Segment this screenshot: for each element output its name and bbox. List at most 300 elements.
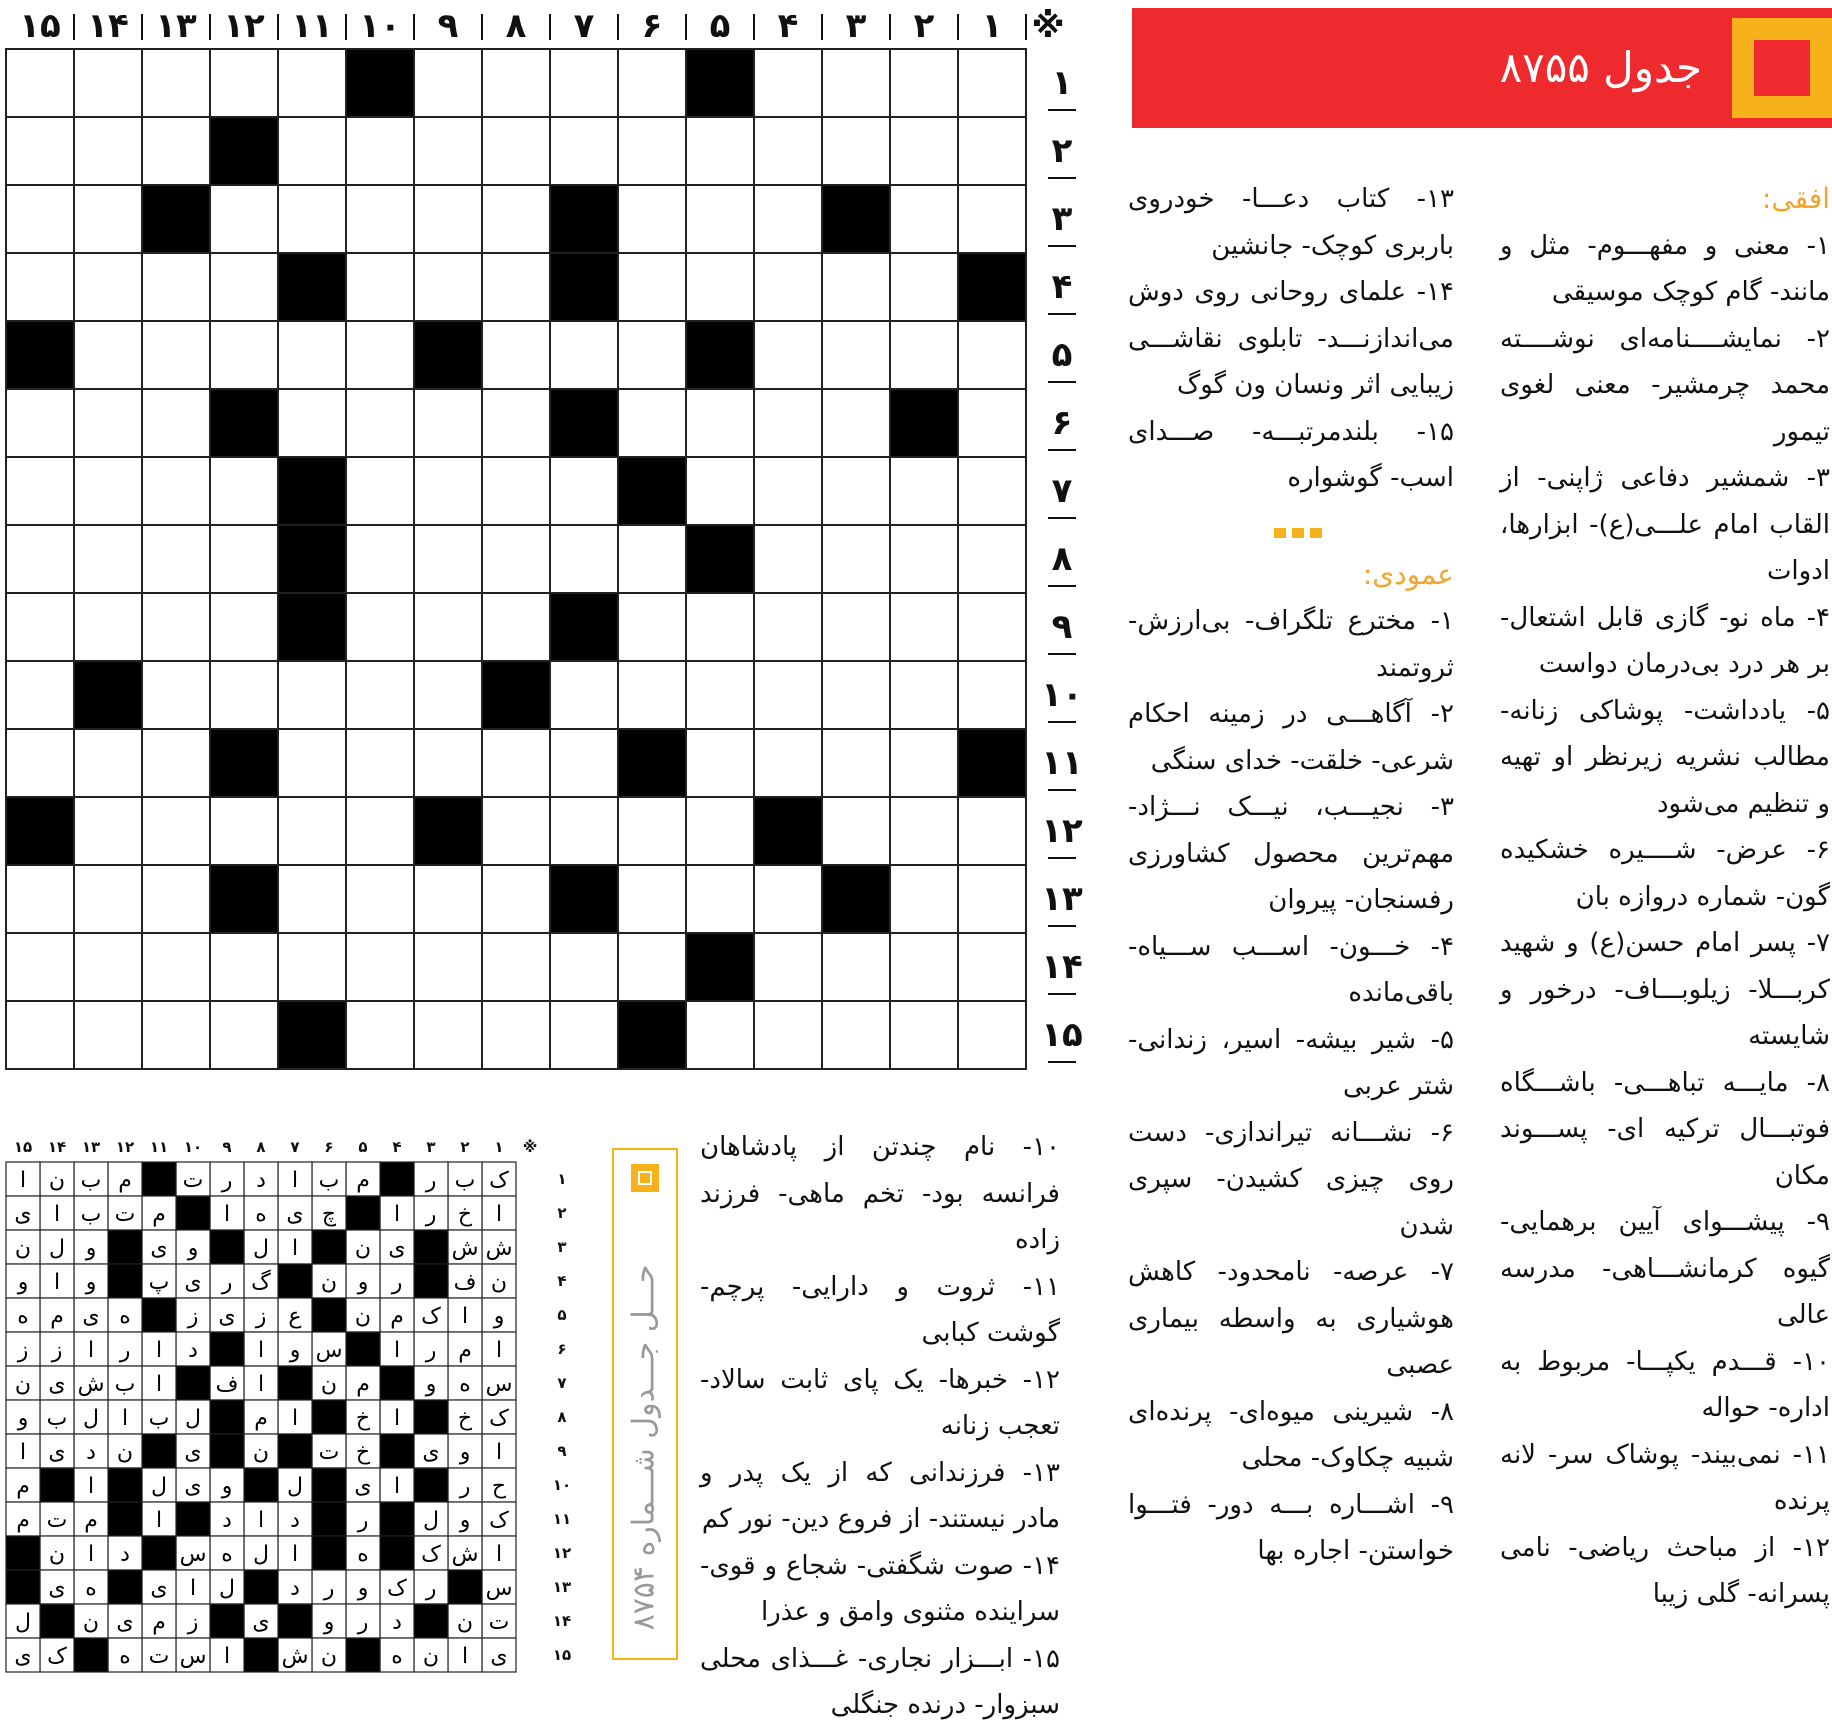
grid-cell[interactable] bbox=[958, 389, 1026, 457]
grid-cell[interactable] bbox=[346, 253, 414, 321]
grid-cell[interactable] bbox=[142, 525, 210, 593]
grid-cell[interactable] bbox=[958, 321, 1026, 389]
clue: ۱۰- نام چندتن از پادشاهان فرانسه بود- تخم ماهی- فرزند زاده bbox=[700, 1132, 1060, 1255]
column-number: ۱۵ bbox=[19, 6, 61, 46]
solution-black-cell bbox=[346, 1638, 380, 1672]
grid-cell[interactable] bbox=[210, 253, 278, 321]
clue: ۱۳- کتاب دعـــا- خودروی باربری کوچک- جانشین bbox=[1128, 184, 1454, 261]
grid-cell[interactable] bbox=[414, 389, 482, 457]
solution-letter: ی bbox=[48, 1440, 66, 1465]
grid-cell[interactable] bbox=[74, 457, 142, 525]
grid-cell[interactable] bbox=[74, 525, 142, 593]
solution-letter: ر bbox=[425, 1576, 437, 1601]
grid-cell[interactable] bbox=[74, 389, 142, 457]
grid-cell[interactable] bbox=[210, 1001, 278, 1069]
solution-letter: ر bbox=[221, 1168, 233, 1193]
solution-letter: ا bbox=[495, 1338, 503, 1363]
row-number: ۱ bbox=[1051, 63, 1073, 103]
black-cell bbox=[278, 253, 346, 321]
grid-cell[interactable] bbox=[618, 117, 686, 185]
grid-cell[interactable] bbox=[482, 49, 550, 117]
solution-letter: ل bbox=[423, 1508, 439, 1533]
solution-letter: و bbox=[425, 1372, 437, 1397]
grid-cell[interactable] bbox=[550, 729, 618, 797]
grid-cell[interactable] bbox=[482, 525, 550, 593]
grid-cell[interactable] bbox=[142, 661, 210, 729]
solution-letter: س bbox=[485, 1576, 513, 1601]
grid-cell[interactable] bbox=[550, 457, 618, 525]
solution-letter: ا bbox=[53, 1202, 61, 1227]
grid-cell[interactable] bbox=[890, 253, 958, 321]
solution-black-cell bbox=[312, 1502, 346, 1536]
grid-cell[interactable] bbox=[142, 117, 210, 185]
grid-cell[interactable] bbox=[74, 49, 142, 117]
solution-letter: ا bbox=[257, 1508, 265, 1533]
column-separator bbox=[617, 14, 619, 40]
grid-cell[interactable] bbox=[142, 933, 210, 1001]
solution-row-number: ۱۲ bbox=[552, 1544, 572, 1562]
black-cell bbox=[686, 933, 754, 1001]
grid-cell[interactable] bbox=[346, 321, 414, 389]
grid-cell[interactable] bbox=[958, 1001, 1026, 1069]
grid-cell[interactable] bbox=[618, 253, 686, 321]
grid-cell[interactable] bbox=[958, 49, 1026, 117]
grid-cell[interactable] bbox=[754, 321, 822, 389]
grid-cell[interactable] bbox=[890, 457, 958, 525]
black-cell bbox=[822, 865, 890, 933]
grid-cell[interactable] bbox=[414, 729, 482, 797]
grid-cell[interactable] bbox=[6, 1001, 74, 1069]
grid-cell[interactable] bbox=[958, 117, 1026, 185]
grid-cell[interactable] bbox=[822, 457, 890, 525]
grid-cell[interactable] bbox=[74, 117, 142, 185]
grid-cell[interactable] bbox=[210, 525, 278, 593]
grid-cell[interactable] bbox=[754, 729, 822, 797]
grid-cell[interactable] bbox=[142, 49, 210, 117]
grid-cell[interactable] bbox=[822, 593, 890, 661]
column-separator bbox=[821, 14, 823, 40]
grid-cell[interactable] bbox=[278, 797, 346, 865]
grid-cell[interactable] bbox=[890, 525, 958, 593]
solution-letter: ی bbox=[150, 1236, 168, 1261]
column-separator bbox=[345, 14, 347, 40]
solution-row-number: ۱۴ bbox=[552, 1612, 572, 1630]
grid-cell[interactable] bbox=[618, 185, 686, 253]
grid-cell[interactable] bbox=[822, 389, 890, 457]
grid-cell[interactable] bbox=[142, 593, 210, 661]
solution-letter: ت bbox=[318, 1440, 340, 1465]
grid-cell[interactable] bbox=[6, 253, 74, 321]
solution-row-number: ۸ bbox=[557, 1408, 567, 1426]
black-cell bbox=[618, 729, 686, 797]
grid-cell[interactable] bbox=[754, 389, 822, 457]
grid-cell[interactable] bbox=[618, 321, 686, 389]
grid-cell[interactable] bbox=[550, 797, 618, 865]
grid-cell[interactable] bbox=[958, 185, 1026, 253]
grid-cell[interactable] bbox=[74, 185, 142, 253]
grid-cell[interactable] bbox=[414, 933, 482, 1001]
grid-cell[interactable] bbox=[754, 185, 822, 253]
grid-cell[interactable] bbox=[482, 933, 550, 1001]
grid-cell[interactable] bbox=[414, 865, 482, 933]
grid-cell[interactable] bbox=[414, 457, 482, 525]
column-number: ۱۱ bbox=[291, 6, 333, 46]
grid-cell[interactable] bbox=[210, 185, 278, 253]
grid-cell[interactable] bbox=[278, 389, 346, 457]
grid-cell[interactable] bbox=[958, 457, 1026, 525]
grid-cell[interactable] bbox=[414, 117, 482, 185]
solution-letter: ا bbox=[495, 1542, 503, 1567]
column-separator bbox=[1025, 14, 1027, 40]
grid-cell[interactable] bbox=[414, 661, 482, 729]
grid-cell[interactable] bbox=[414, 525, 482, 593]
solution-letter: ه bbox=[85, 1576, 97, 1601]
grid-cell[interactable] bbox=[482, 253, 550, 321]
grid-cell[interactable] bbox=[74, 321, 142, 389]
grid-cell[interactable] bbox=[754, 253, 822, 321]
grid-cell[interactable] bbox=[6, 457, 74, 525]
grid-cell[interactable] bbox=[822, 661, 890, 729]
grid-cell[interactable] bbox=[482, 797, 550, 865]
clue: ۵- شیر بیشه- اسیر، زندانی- شتر عربی bbox=[1128, 1024, 1454, 1101]
grid-cell[interactable] bbox=[74, 1001, 142, 1069]
grid-cell[interactable] bbox=[278, 661, 346, 729]
grid-cell[interactable] bbox=[550, 321, 618, 389]
solution-letter: ا bbox=[19, 1168, 27, 1193]
solution-letter: ی bbox=[150, 1576, 168, 1601]
solution-letter: ل bbox=[83, 1406, 99, 1431]
grid-cell[interactable] bbox=[686, 797, 754, 865]
grid-cell[interactable] bbox=[686, 865, 754, 933]
grid-cell[interactable] bbox=[618, 49, 686, 117]
solution-row-number: ۵ bbox=[557, 1306, 567, 1324]
grid-cell[interactable] bbox=[890, 661, 958, 729]
grid-cell[interactable] bbox=[414, 593, 482, 661]
grid-cell[interactable] bbox=[890, 321, 958, 389]
grid-cell[interactable] bbox=[754, 49, 822, 117]
grid-cell[interactable] bbox=[278, 933, 346, 1001]
solution-black-cell bbox=[380, 1502, 414, 1536]
grid-cell[interactable] bbox=[142, 321, 210, 389]
solution-letter: ن bbox=[14, 1372, 32, 1397]
solution-column-number: ۴ bbox=[392, 1138, 402, 1156]
grid-cell[interactable] bbox=[6, 933, 74, 1001]
grid-cell[interactable] bbox=[210, 49, 278, 117]
grid-cell[interactable] bbox=[550, 933, 618, 1001]
solution-column-number: ۲ bbox=[460, 1138, 470, 1156]
grid-cell[interactable] bbox=[6, 729, 74, 797]
grid-cell[interactable] bbox=[890, 1001, 958, 1069]
black-cell bbox=[278, 1001, 346, 1069]
grid-cell[interactable] bbox=[686, 117, 754, 185]
solution-letter: د bbox=[120, 1542, 130, 1567]
grid-cell[interactable] bbox=[346, 117, 414, 185]
grid-cell[interactable] bbox=[482, 117, 550, 185]
solution-black-cell bbox=[210, 1400, 244, 1434]
clue: ۴- خـــون- اســـب ســـیاه- باقی‌مانده bbox=[1128, 931, 1454, 1008]
grid-cell[interactable] bbox=[414, 253, 482, 321]
vertical-title: عمودی: bbox=[1362, 557, 1454, 591]
grid-cell[interactable] bbox=[346, 593, 414, 661]
black-cell bbox=[686, 321, 754, 389]
grid-cell[interactable] bbox=[754, 661, 822, 729]
solution-letter: ش bbox=[451, 1542, 479, 1567]
solution-letter: ر bbox=[459, 1474, 471, 1499]
grid-cell[interactable] bbox=[346, 525, 414, 593]
grid-cell[interactable] bbox=[210, 457, 278, 525]
grid-cell[interactable] bbox=[686, 185, 754, 253]
grid-cell[interactable] bbox=[278, 729, 346, 797]
column-number: ۱۴ bbox=[87, 6, 129, 46]
solution-letter: ز bbox=[255, 1304, 267, 1329]
solution-letter: ز bbox=[17, 1338, 29, 1363]
solution-column-number: ۱۱ bbox=[149, 1138, 169, 1156]
grid-cell[interactable] bbox=[550, 49, 618, 117]
row-number: ۱۴ bbox=[1041, 947, 1083, 987]
row-number: ۱۵ bbox=[1041, 1015, 1083, 1055]
row-number: ۲ bbox=[1051, 131, 1073, 171]
grid-cell[interactable] bbox=[890, 933, 958, 1001]
grid-cell[interactable] bbox=[142, 1001, 210, 1069]
grid-cell[interactable] bbox=[346, 457, 414, 525]
grid-cell[interactable] bbox=[958, 593, 1026, 661]
grid-cell[interactable] bbox=[618, 797, 686, 865]
grid-cell[interactable] bbox=[482, 389, 550, 457]
grid-cell[interactable] bbox=[618, 865, 686, 933]
grid-cell[interactable] bbox=[482, 865, 550, 933]
solution-letter: ش bbox=[485, 1236, 513, 1261]
grid-cell[interactable] bbox=[6, 593, 74, 661]
grid-cell[interactable] bbox=[754, 933, 822, 1001]
grid-cell[interactable] bbox=[142, 389, 210, 457]
black-cell bbox=[74, 661, 142, 729]
grid-cell[interactable] bbox=[754, 117, 822, 185]
grid-cell[interactable] bbox=[142, 729, 210, 797]
solution-letter: ک bbox=[489, 1406, 509, 1431]
solution-row-number: ۱۵ bbox=[552, 1646, 572, 1664]
grid-cell[interactable] bbox=[346, 865, 414, 933]
grid-cell[interactable] bbox=[822, 729, 890, 797]
grid-cell[interactable] bbox=[74, 253, 142, 321]
solution-letter: ب bbox=[148, 1406, 170, 1431]
grid-cell[interactable] bbox=[550, 661, 618, 729]
grid-cell[interactable] bbox=[278, 185, 346, 253]
grid-cell[interactable] bbox=[890, 797, 958, 865]
vertical-clues-continued bbox=[700, 1124, 1060, 1729]
grid-cell[interactable] bbox=[482, 729, 550, 797]
grid-cell[interactable] bbox=[822, 321, 890, 389]
clue: ۱۵- بلندمرتبـــه- صـــدای اسب- گوشواره bbox=[1128, 416, 1454, 493]
grid-cell[interactable] bbox=[890, 185, 958, 253]
solution-letter: خ bbox=[355, 1440, 371, 1465]
solution-column-number: ۱۳ bbox=[81, 1138, 101, 1156]
grid-cell[interactable] bbox=[6, 865, 74, 933]
grid-cell[interactable] bbox=[74, 865, 142, 933]
grid-cell[interactable] bbox=[958, 933, 1026, 1001]
grid-cell[interactable] bbox=[482, 593, 550, 661]
grid-cell[interactable] bbox=[686, 253, 754, 321]
grid-cell[interactable] bbox=[822, 49, 890, 117]
grid-cell[interactable] bbox=[346, 797, 414, 865]
grid-cell[interactable] bbox=[278, 49, 346, 117]
grid-cell[interactable] bbox=[6, 185, 74, 253]
solution-letter: ک bbox=[421, 1542, 441, 1567]
solution-letter: ب bbox=[318, 1168, 340, 1193]
grid-cell[interactable] bbox=[6, 117, 74, 185]
grid-cell[interactable] bbox=[958, 797, 1026, 865]
solution-letter: م bbox=[16, 1508, 30, 1533]
grid-cell[interactable] bbox=[6, 661, 74, 729]
column-separator bbox=[481, 14, 483, 40]
grid-cell[interactable] bbox=[142, 797, 210, 865]
grid-cell[interactable] bbox=[74, 797, 142, 865]
solution-letter: ی bbox=[490, 1644, 508, 1669]
grid-cell[interactable] bbox=[754, 865, 822, 933]
grid-cell[interactable] bbox=[686, 661, 754, 729]
black-cell bbox=[210, 117, 278, 185]
clue: ۹- اشـــاره بـــه دور- فتـــوا خواستن- اجاره بها bbox=[1128, 1489, 1454, 1566]
grid-cell[interactable] bbox=[890, 729, 958, 797]
column-number: ۳ bbox=[845, 6, 867, 46]
grid-cell[interactable] bbox=[822, 525, 890, 593]
grid-cell[interactable] bbox=[822, 117, 890, 185]
grid-cell[interactable] bbox=[686, 729, 754, 797]
solution-letter: ه bbox=[221, 1542, 233, 1567]
grid-cell[interactable] bbox=[822, 253, 890, 321]
grid-cell[interactable] bbox=[550, 117, 618, 185]
grid-cell[interactable] bbox=[346, 933, 414, 1001]
solution-letter: ی bbox=[422, 1440, 440, 1465]
grid-cell[interactable] bbox=[6, 525, 74, 593]
grid-cell[interactable] bbox=[278, 117, 346, 185]
solution-black-cell bbox=[210, 1230, 244, 1264]
grid-cell[interactable] bbox=[550, 525, 618, 593]
solution-letter: د bbox=[256, 1168, 266, 1193]
grid-cell[interactable] bbox=[822, 933, 890, 1001]
row-separator bbox=[1048, 721, 1076, 723]
solution-letter: ل bbox=[253, 1236, 269, 1261]
grid-cell[interactable] bbox=[754, 457, 822, 525]
grid-cell[interactable] bbox=[142, 457, 210, 525]
solution-black-cell bbox=[6, 1536, 40, 1570]
grid-cell[interactable] bbox=[958, 661, 1026, 729]
grid-cell[interactable] bbox=[74, 593, 142, 661]
grid-cell[interactable] bbox=[346, 729, 414, 797]
grid-cell[interactable] bbox=[890, 593, 958, 661]
grid-cell[interactable] bbox=[550, 1001, 618, 1069]
solution-black-cell bbox=[210, 1604, 244, 1638]
grid-cell[interactable] bbox=[482, 457, 550, 525]
grid-cell[interactable] bbox=[890, 865, 958, 933]
solution-row-number: ۳ bbox=[557, 1238, 567, 1256]
grid-cell[interactable] bbox=[958, 865, 1026, 933]
grid-cell[interactable] bbox=[6, 49, 74, 117]
grid-cell[interactable] bbox=[822, 797, 890, 865]
solution-letter: ا bbox=[393, 1406, 401, 1431]
grid-cell[interactable] bbox=[686, 1001, 754, 1069]
solution-letter: ا bbox=[155, 1372, 163, 1397]
solution-letter: و bbox=[289, 1338, 301, 1363]
grid-cell[interactable] bbox=[142, 253, 210, 321]
grid-cell[interactable] bbox=[822, 1001, 890, 1069]
grid-cell[interactable] bbox=[618, 593, 686, 661]
clue: ۱۲- از مباحث ریاضی- نامی پسرانه- گلی زیبا bbox=[1500, 1532, 1830, 1609]
grid-cell[interactable] bbox=[74, 933, 142, 1001]
solution-black-cell bbox=[448, 1570, 482, 1604]
grid-cell[interactable] bbox=[754, 593, 822, 661]
solution-black-cell bbox=[380, 1366, 414, 1400]
grid-cell[interactable] bbox=[754, 1001, 822, 1069]
grid-cell[interactable] bbox=[346, 661, 414, 729]
solution-black-cell bbox=[346, 1196, 380, 1230]
grid-cell[interactable] bbox=[482, 1001, 550, 1069]
solution-letter: ه bbox=[17, 1304, 29, 1329]
grid-cell[interactable] bbox=[6, 389, 74, 457]
grid-cell[interactable] bbox=[754, 525, 822, 593]
grid-cell[interactable] bbox=[890, 117, 958, 185]
grid-cell[interactable] bbox=[346, 389, 414, 457]
black-cell bbox=[550, 865, 618, 933]
grid-cell[interactable] bbox=[142, 865, 210, 933]
clue: ۸- مایـــه تباهـــی- باشـــگاه فوتبـــال ترکیه ای- پســـوند مکان bbox=[1500, 1067, 1830, 1191]
clue: ۹- پیشـــوای آیین برهمایی- گیوه کرمانشـــاهی- مدرسه عالی bbox=[1500, 1207, 1830, 1330]
grid-cell[interactable] bbox=[618, 389, 686, 457]
solution-black-cell bbox=[380, 1434, 414, 1468]
grid-cell[interactable] bbox=[74, 729, 142, 797]
solution-row-number: ۱۰ bbox=[552, 1476, 572, 1494]
solution-black-cell bbox=[210, 1434, 244, 1468]
grid-cell[interactable] bbox=[482, 185, 550, 253]
grid-cell[interactable] bbox=[686, 389, 754, 457]
solution-letter: ی bbox=[82, 1304, 100, 1329]
solution-letter: ر bbox=[119, 1338, 131, 1363]
solution-letter: م bbox=[152, 1202, 166, 1227]
grid-cell[interactable] bbox=[210, 661, 278, 729]
grid-cell[interactable] bbox=[278, 321, 346, 389]
grid-cell[interactable] bbox=[346, 185, 414, 253]
grid-cell[interactable] bbox=[210, 321, 278, 389]
grid-cell[interactable] bbox=[618, 661, 686, 729]
grid-cell[interactable] bbox=[618, 525, 686, 593]
clue: ۷- عرصه- نامحدود- کاهش هوشیاری به واسطه بیماری عصبی bbox=[1128, 1257, 1454, 1380]
solution-black-cell bbox=[176, 1366, 210, 1400]
column-number: ۴ bbox=[777, 6, 799, 46]
column-separator bbox=[277, 14, 279, 40]
solution-letter: ر bbox=[425, 1202, 437, 1227]
grid-cell[interactable] bbox=[482, 321, 550, 389]
grid-cell[interactable] bbox=[346, 1001, 414, 1069]
solution-letter: ا bbox=[257, 1338, 265, 1363]
column-separator bbox=[549, 14, 551, 40]
grid-cell[interactable] bbox=[210, 593, 278, 661]
grid-cell[interactable] bbox=[278, 865, 346, 933]
solution-letter: د bbox=[290, 1576, 300, 1601]
solution-letter: ا bbox=[393, 1202, 401, 1227]
grid-cell[interactable] bbox=[210, 797, 278, 865]
grid-cell[interactable] bbox=[618, 933, 686, 1001]
solution-letter: م bbox=[458, 1338, 472, 1363]
solution-letter: ا bbox=[189, 1576, 197, 1601]
grid-cell[interactable] bbox=[210, 933, 278, 1001]
grid-cell[interactable] bbox=[686, 457, 754, 525]
grid-cell[interactable] bbox=[414, 185, 482, 253]
grid-cell[interactable] bbox=[958, 525, 1026, 593]
grid-cell[interactable] bbox=[890, 49, 958, 117]
grid-cell[interactable] bbox=[414, 1001, 482, 1069]
solution-letter: ن bbox=[48, 1542, 66, 1567]
grid-cell[interactable] bbox=[686, 593, 754, 661]
grid-cell[interactable] bbox=[414, 49, 482, 117]
